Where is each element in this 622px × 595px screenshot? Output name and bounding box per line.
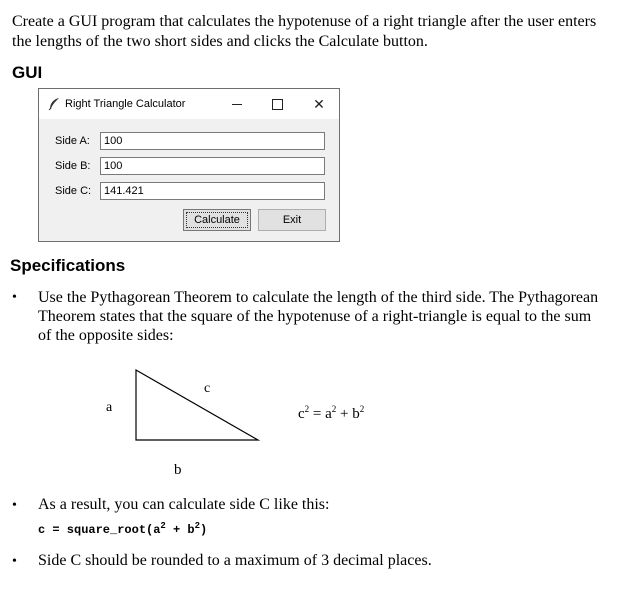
feather-icon bbox=[48, 97, 60, 111]
pythagorean-formula bbox=[298, 400, 364, 424]
code-exp-b: 2 bbox=[194, 521, 201, 531]
triangle-diagram bbox=[128, 366, 268, 446]
side-a-input[interactable]: 100 bbox=[100, 132, 325, 150]
gui-heading: GUI bbox=[12, 63, 43, 82]
side-c-output[interactable]: 141.421 bbox=[100, 182, 325, 200]
calculate-button[interactable]: Calculate bbox=[183, 209, 251, 231]
formula-exp-b: 2 bbox=[359, 404, 365, 414]
bullet-3-marker: • bbox=[12, 554, 17, 569]
formula-eq: = a bbox=[309, 406, 332, 422]
side-b-input[interactable]: 100 bbox=[100, 157, 325, 175]
minimize-button[interactable] bbox=[219, 89, 255, 119]
side-c-label: Side C: bbox=[55, 185, 92, 197]
bullet-1-text: Use the Pythagorean Theorem to calculate the length of the third side. The Pythagorean Theorem states that the square of the hypotenuse of a right-triangle is equal to the sum of the opposite sides: bbox=[38, 289, 599, 344]
minimize-icon bbox=[232, 104, 242, 105]
intro-text: Create a GUI program that calculates the hypotenuse of a right triangle after the user enters the lengths of the two short sides and clicks the Calculate button. bbox=[12, 13, 597, 50]
specifications-heading: Specifications bbox=[10, 256, 126, 275]
maximize-icon bbox=[272, 99, 283, 110]
code-exp-a: 2 bbox=[160, 521, 166, 531]
side-b-label: Side B: bbox=[55, 160, 91, 172]
code-suffix: ) bbox=[200, 523, 208, 537]
formula-c: c bbox=[298, 406, 305, 422]
label-a: a bbox=[106, 400, 113, 415]
code-prefix: c = square_root(a bbox=[38, 523, 161, 537]
side-a-label: Side A: bbox=[55, 135, 90, 147]
formula-exp-a: 2 bbox=[331, 404, 337, 414]
bullet-1-marker: • bbox=[12, 290, 17, 305]
code-mid: + b bbox=[165, 523, 195, 537]
formula-plus: + b bbox=[336, 406, 360, 422]
label-c: c bbox=[204, 381, 211, 396]
maximize-button[interactable] bbox=[259, 89, 295, 119]
label-b: b bbox=[174, 462, 182, 478]
close-button[interactable] bbox=[301, 89, 337, 119]
code-formula bbox=[38, 521, 207, 537]
bullet-2-text: As a result, you can calculate side C like this: bbox=[38, 496, 330, 513]
title-bar[interactable] bbox=[39, 89, 339, 119]
close-icon: ✕ bbox=[313, 95, 325, 112]
bullet-3-text: Side C should be rounded to a maximum of 3 decimal places. bbox=[38, 552, 432, 569]
bullet-2-marker: • bbox=[12, 498, 17, 513]
formula-exp-c: 2 bbox=[304, 404, 310, 414]
window-title: Right Triangle Calculator bbox=[65, 98, 186, 110]
exit-button[interactable]: Exit bbox=[258, 209, 326, 231]
calculator-window bbox=[38, 88, 340, 242]
right-triangle bbox=[136, 370, 258, 440]
